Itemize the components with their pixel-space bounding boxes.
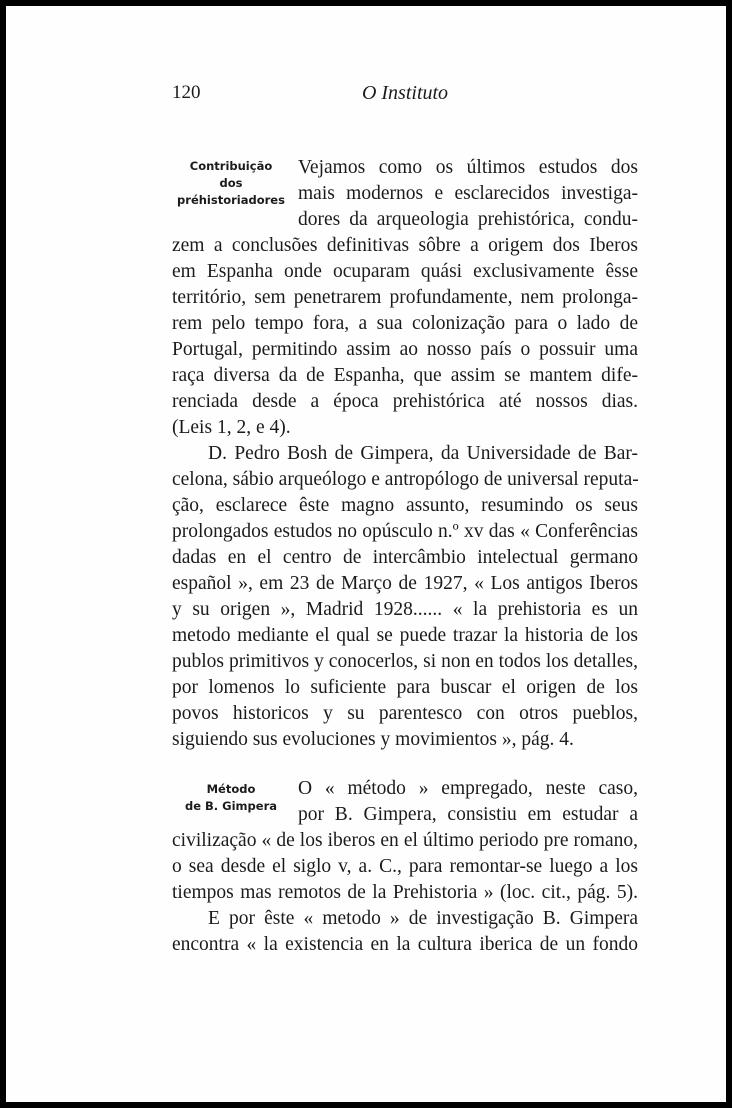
text-line: encontra « la existencia en la cultura iberica de un fondo [172, 934, 638, 955]
text-line: renciada desde a época prehistórica até nossos dias. [172, 391, 638, 412]
text-line: o sea desde el siglo v, a. C., para remontar-se luego a los [172, 856, 638, 877]
sidenote-line: Método [206, 782, 256, 796]
text-line: Portugal, permitindo assim ao nosso país o possuir uma [172, 339, 638, 360]
text-line: tiempos mas remotos de la Prehistoria » (loc. cit., pág. 5). [172, 882, 638, 903]
text-line: (Leis 1, 2, e 4). [172, 417, 291, 438]
text-line: español », em 23 de Março de 1927, « Los antigos Iberos [172, 573, 638, 594]
text-line: Vejamos como os últimos estudos dos [298, 157, 638, 178]
sidenote-line: dos [219, 176, 243, 190]
text-line: E por êste « metodo » de investigação B. Gimpera [208, 908, 638, 929]
text-line: O « método » empregado, neste caso, [298, 778, 638, 799]
section-1-body [172, 155, 638, 753]
sidenote-line: Contribuição [189, 159, 273, 173]
text-line: publos primitivos y conocerlos, si non en todos los detalles, [172, 651, 638, 672]
text-line: siguiendo sus evoluciones y movimientos », pág. 4. [172, 729, 574, 750]
running-title: O Instituto [361, 82, 449, 104]
text-line: povos historicos y su parentesco con otros pueblos, [172, 703, 638, 724]
text-line: celona, sábio arqueólogo e antropólogo de universal reputa- [172, 469, 639, 490]
sidenote-line: préhistoriadores [177, 193, 285, 207]
text-line: civilização « de los iberos en el último periodo pre romano, [172, 830, 638, 851]
text-line: prolongados estudos no opúsculo n.º xv das « Conferências [172, 521, 638, 542]
page-header [172, 82, 638, 110]
text-line: por lomenos lo suficiente para buscar el origen de los [172, 677, 638, 698]
text-line: y su origen », Madrid 1928...... « la prehistoria es un [172, 599, 638, 620]
text-line: metodo mediante el qual se puede trazar la historia de los [172, 625, 638, 646]
text-line: em Espanha onde ocuparam quási exclusivamente êsse [172, 261, 638, 282]
section-2-body [172, 776, 638, 958]
sidenote-line: de B. Gimpera [185, 799, 277, 813]
text-line: raça diversa da de Espanha, que assim se mantem dife- [172, 365, 638, 386]
text-line: território, sem penetrarem profundamente, nem prolonga- [172, 287, 638, 308]
page-number: 120 [172, 82, 201, 103]
text-line: dadas en el centro de intercâmbio intelectual germano [172, 547, 638, 568]
text-line: ção, esclarece êste magno assunto, resumindo os seus [172, 495, 638, 516]
text-line: rem pelo tempo fora, a sua colonização para o lado de [172, 313, 638, 334]
text-line: zem a conclusões definitivas sôbre a origem dos Iberos [172, 235, 638, 256]
text-line: mais modernos e esclarecidos investiga- [298, 183, 638, 204]
text-line: D. Pedro Bosh de Gimpera, da Universidade de Bar- [208, 443, 638, 464]
text-line: dores da arqueologia prehistórica, condu- [298, 209, 638, 230]
text-line: por B. Gimpera, consistiu em estudar a [298, 804, 638, 825]
